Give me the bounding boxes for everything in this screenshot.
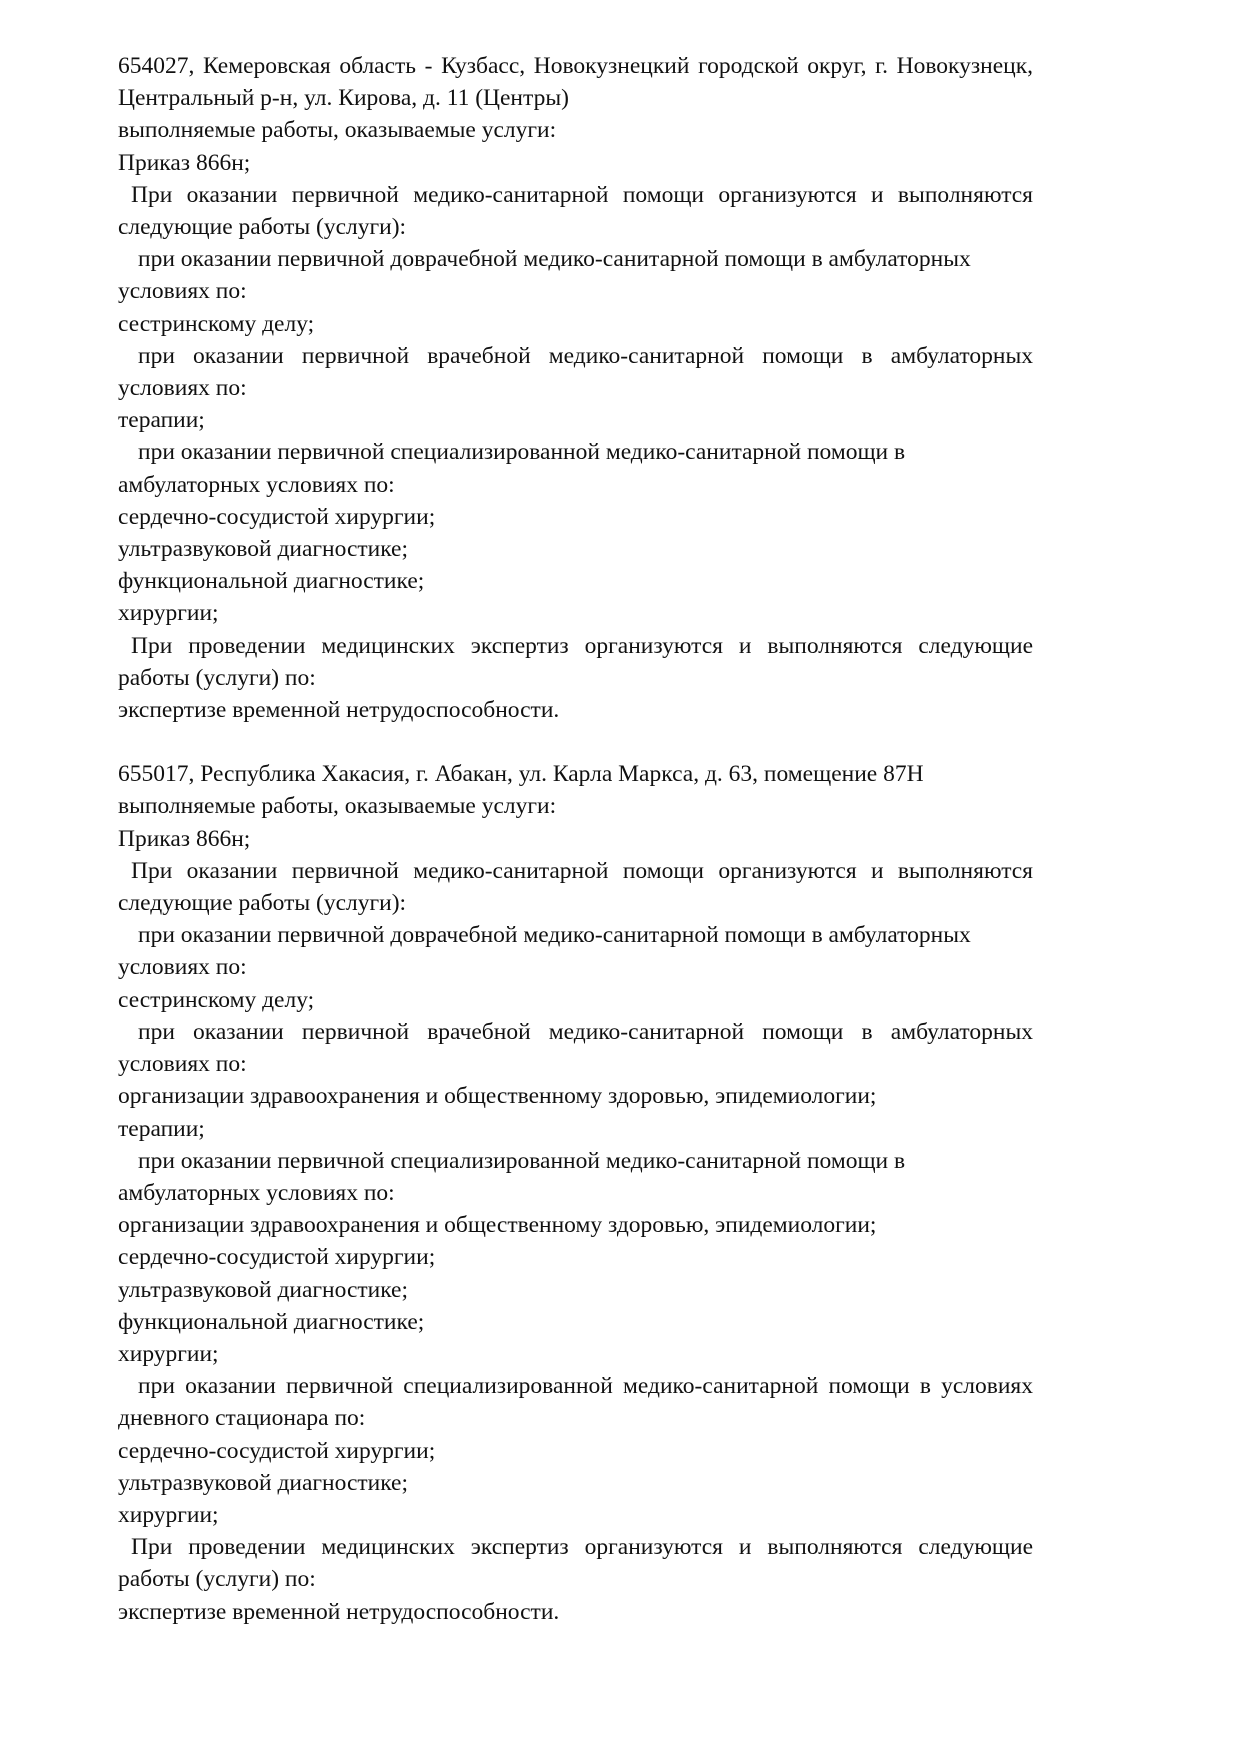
service-line: хирургии; — [118, 1340, 219, 1367]
address-block — [118, 758, 1033, 1627]
service-line: При оказании первичной медико-санитарной помощи организуются и выполняются следующие работы (услуги): — [118, 181, 1033, 241]
service-line: Приказ 866н; — [118, 825, 251, 852]
service-line: при оказании первичной врачебной медико-санитарной помощи в амбулаторных условиях по: — [118, 342, 1033, 402]
services-header: выполняемые работы, оказываемые услуги: — [118, 793, 557, 820]
service-line: при оказании первичной специализированной медико-санитарной помощи в амбулаторных условиях по: — [118, 1147, 906, 1206]
document-body — [118, 50, 1033, 1628]
service-line: сердечно-сосудистой хирургии; — [118, 1437, 436, 1464]
facility-address: 654027, Кемеровская область - Кузбасс, Новокузнецкий городской округ, г. Новокузнецк, Центральный р-н, ул. Кирова, д. 11 (Центры) — [118, 53, 1033, 112]
service-line: ультразвуковой диагностике; — [118, 1276, 409, 1303]
service-line: терапии; — [118, 1115, 205, 1142]
service-line: при оказании первичной доврачебной медико-санитарной помощи в амбулаторных условиях по: — [118, 922, 971, 981]
service-line: Приказ 866н; — [118, 149, 251, 176]
facility-address: 655017, Республика Хакасия, г. Абакан, ул. Карла Маркса, д. 63, помещение 87Н — [118, 761, 924, 788]
service-line: экспертизе временной нетрудоспособности. — [118, 697, 560, 724]
service-line: функциональной диагностике; — [118, 1308, 425, 1335]
service-line: при оказании первичной специализированной медико-санитарной помощи в условиях дневного стационара по: — [118, 1373, 1033, 1432]
service-line: при оказании первичной специализированной медико-санитарной помощи в амбулаторных условиях по: — [118, 439, 906, 498]
service-line: сердечно-сосудистой хирургии; — [118, 503, 436, 530]
service-line: хирургии; — [118, 600, 219, 627]
service-line: организации здравоохранения и общественному здоровью, эпидемиологии; — [118, 1212, 877, 1239]
service-line: ультразвуковой диагностике; — [118, 536, 409, 563]
service-line: При проведении медицинских экспертиз организуются и выполняются следующие работы (услуги) по: — [118, 632, 1033, 691]
service-line: сестринскому делу; — [118, 986, 315, 1013]
service-line: сердечно-сосудистой хирургии; — [118, 1244, 436, 1271]
service-line: при оказании первичной врачебной медико-санитарной помощи в амбулаторных условиях по: — [118, 1018, 1033, 1078]
address-block — [118, 50, 1033, 726]
services-header: выполняемые работы, оказываемые услуги: — [118, 117, 557, 144]
service-line: экспертизе временной нетрудоспособности. — [118, 1598, 560, 1625]
service-line: При проведении медицинских экспертиз организуются и выполняются следующие работы (услуги) по: — [118, 1534, 1033, 1593]
service-line: сестринскому делу; — [118, 310, 315, 337]
service-line: При оказании первичной медико-санитарной помощи организуются и выполняются следующие работы (услуги): — [118, 857, 1033, 917]
service-line: терапии; — [118, 407, 205, 434]
service-line: функциональной диагностике; — [118, 568, 425, 595]
service-line: хирургии; — [118, 1501, 219, 1528]
service-line: при оказании первичной доврачебной медико-санитарной помощи в амбулаторных условиях по: — [118, 246, 971, 305]
service-line: ультразвуковой диагностике; — [118, 1469, 409, 1496]
service-line: организации здравоохранения и общественному здоровью, эпидемиологии; — [118, 1083, 877, 1110]
